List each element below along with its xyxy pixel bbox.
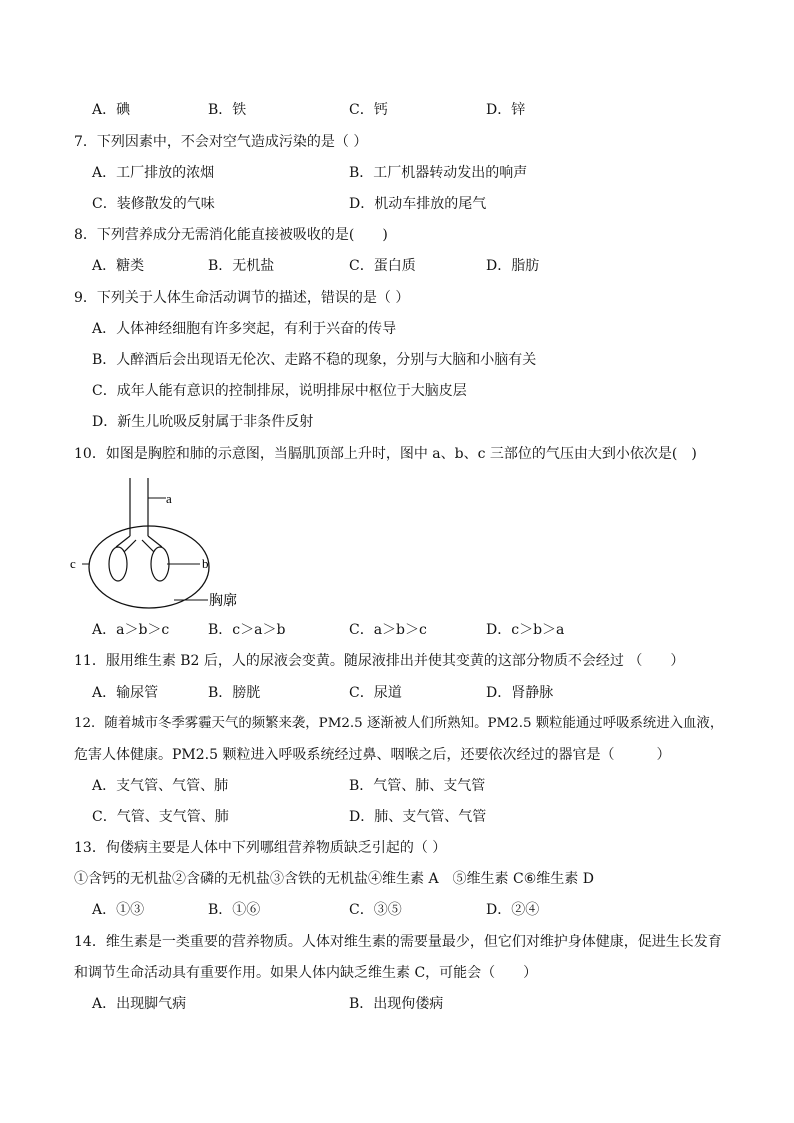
q14-stem-line2: 和调节生命活动具有重要作用。如果人体内缺乏维生素 C，可能会（ ） bbox=[74, 965, 538, 981]
q6-option-d: D．锌 bbox=[486, 102, 526, 118]
right-bronchus-inner bbox=[142, 540, 154, 552]
q7-option-b: B．工厂机器转动发出的响声 bbox=[349, 165, 528, 181]
right-bronchus-outer bbox=[148, 536, 162, 547]
q12-option-d: D．肺、支气管、气管 bbox=[349, 809, 487, 825]
q14-stem-line1: 14．维生素是一类重要的营养物质。人体对维生素的需要量最少，但它们对维护身体健康，促进生长发育 bbox=[74, 934, 722, 950]
q7-option-a: A．工厂排放的浓烟 bbox=[92, 165, 215, 181]
q13-sub-items: ①含钙的无机盐②含磷的无机盐③含铁的无机盐④维生素 A ⑤维生素 C⑥维生素 D bbox=[74, 871, 594, 887]
q13-option-a: A．①③ bbox=[92, 902, 145, 918]
q11-option-c: C．尿道 bbox=[349, 685, 402, 701]
q9-stem: 9．下列关于人体生命活动调节的描述，错误的是（ ） bbox=[74, 290, 410, 306]
q12-option-b: B．气管、肺、支气管 bbox=[349, 778, 486, 794]
q8-stem: 8．下列营养成分无需消化能直接被吸收的是( ) bbox=[74, 227, 388, 243]
label-b: b bbox=[202, 556, 209, 571]
q8-option-d: D．脂肪 bbox=[486, 258, 540, 274]
q13-stem: 13．佝偻病主要是人体中下列哪组营养物质缺乏引起的（ ） bbox=[74, 840, 447, 856]
q12-option-c: C．气管、支气管、肺 bbox=[92, 809, 229, 825]
q6-option-b: B．铁 bbox=[208, 102, 247, 118]
q9-option-a: A．人体神经细胞有许多突起，有利于兴奋的传导 bbox=[92, 321, 397, 337]
q10-option-c: C．a＞b＞c bbox=[349, 622, 427, 638]
label-thorax: 胸廓 bbox=[209, 593, 237, 609]
q9-option-c: C．成年人能有意识的控制排尿，说明排尿中枢位于大脑皮层 bbox=[92, 383, 467, 399]
thorax-lung-diagram bbox=[62, 474, 282, 614]
q14-option-a: A．出现脚气病 bbox=[92, 996, 187, 1012]
q11-option-a: A．输尿管 bbox=[92, 685, 159, 701]
q8-option-a: A．糖类 bbox=[92, 258, 145, 274]
q12-option-a: A．支气管、气管、肺 bbox=[92, 778, 229, 794]
q12-stem-line1: 12．随着城市冬季雾霾天气的频繁来袭，PM2.5 逐渐被人们所熟知。PM2.5 颗粒能通过呼吸系统进入血液， bbox=[74, 716, 724, 731]
q11-option-d: D．肾静脉 bbox=[486, 685, 554, 701]
q10-option-a: A．a＞b＞c bbox=[92, 622, 170, 638]
q9-option-b: B．人醉酒后会出现语无伦次、走路不稳的现象，分别与大脑和小脑有关 bbox=[92, 352, 537, 368]
q10-option-d: D．c＞b＞a bbox=[486, 622, 565, 638]
left-lung bbox=[109, 547, 127, 581]
q10-option-b: B．c＞a＞b bbox=[208, 622, 286, 638]
q9-option-d: D．新生儿吮吸反射属于非条件反射 bbox=[92, 414, 314, 430]
left-bronchus-inner bbox=[124, 540, 136, 552]
q8-option-c: C．蛋白质 bbox=[349, 258, 416, 274]
q7-option-c: C．装修散发的气味 bbox=[92, 196, 215, 212]
label-c: c bbox=[70, 556, 76, 571]
q7-stem: 7．下列因素中，不会对空气造成污染的是（ ） bbox=[74, 134, 368, 150]
q6-option-c: C．钙 bbox=[349, 102, 388, 118]
q7-option-d: D．机动车排放的尾气 bbox=[349, 196, 487, 212]
q12-stem-line2: 危害人体健康。PM2.5 颗粒进入呼吸系统经过鼻、咽喉之后，还要依次经过的器官是（ ） bbox=[74, 747, 671, 763]
q11-option-b: B．膀胱 bbox=[208, 685, 261, 701]
q10-stem: 10．如图是胸腔和肺的示意图，当膈肌顶部上升时，图中 a、b、c 三部位的气压由大到小依次是( ) bbox=[74, 446, 697, 462]
q8-option-b: B．无机盐 bbox=[208, 258, 275, 274]
q13-option-b: B．①⑥ bbox=[208, 902, 261, 918]
q14-option-b: B．出现佝偻病 bbox=[349, 996, 444, 1012]
label-a: a bbox=[166, 491, 172, 506]
q13-option-d: D．②④ bbox=[486, 902, 540, 918]
thorax-outline bbox=[89, 526, 209, 608]
right-lung bbox=[151, 547, 169, 581]
left-bronchus-outer bbox=[116, 536, 130, 547]
q13-option-c: C．③⑤ bbox=[349, 902, 402, 918]
q11-stem: 11．服用维生素 B2 后，人的尿液会变黄。随尿液排出并使其变黄的这部分物质不会经过 （ ） bbox=[74, 653, 685, 669]
q6-option-a: A．碘 bbox=[92, 102, 131, 118]
